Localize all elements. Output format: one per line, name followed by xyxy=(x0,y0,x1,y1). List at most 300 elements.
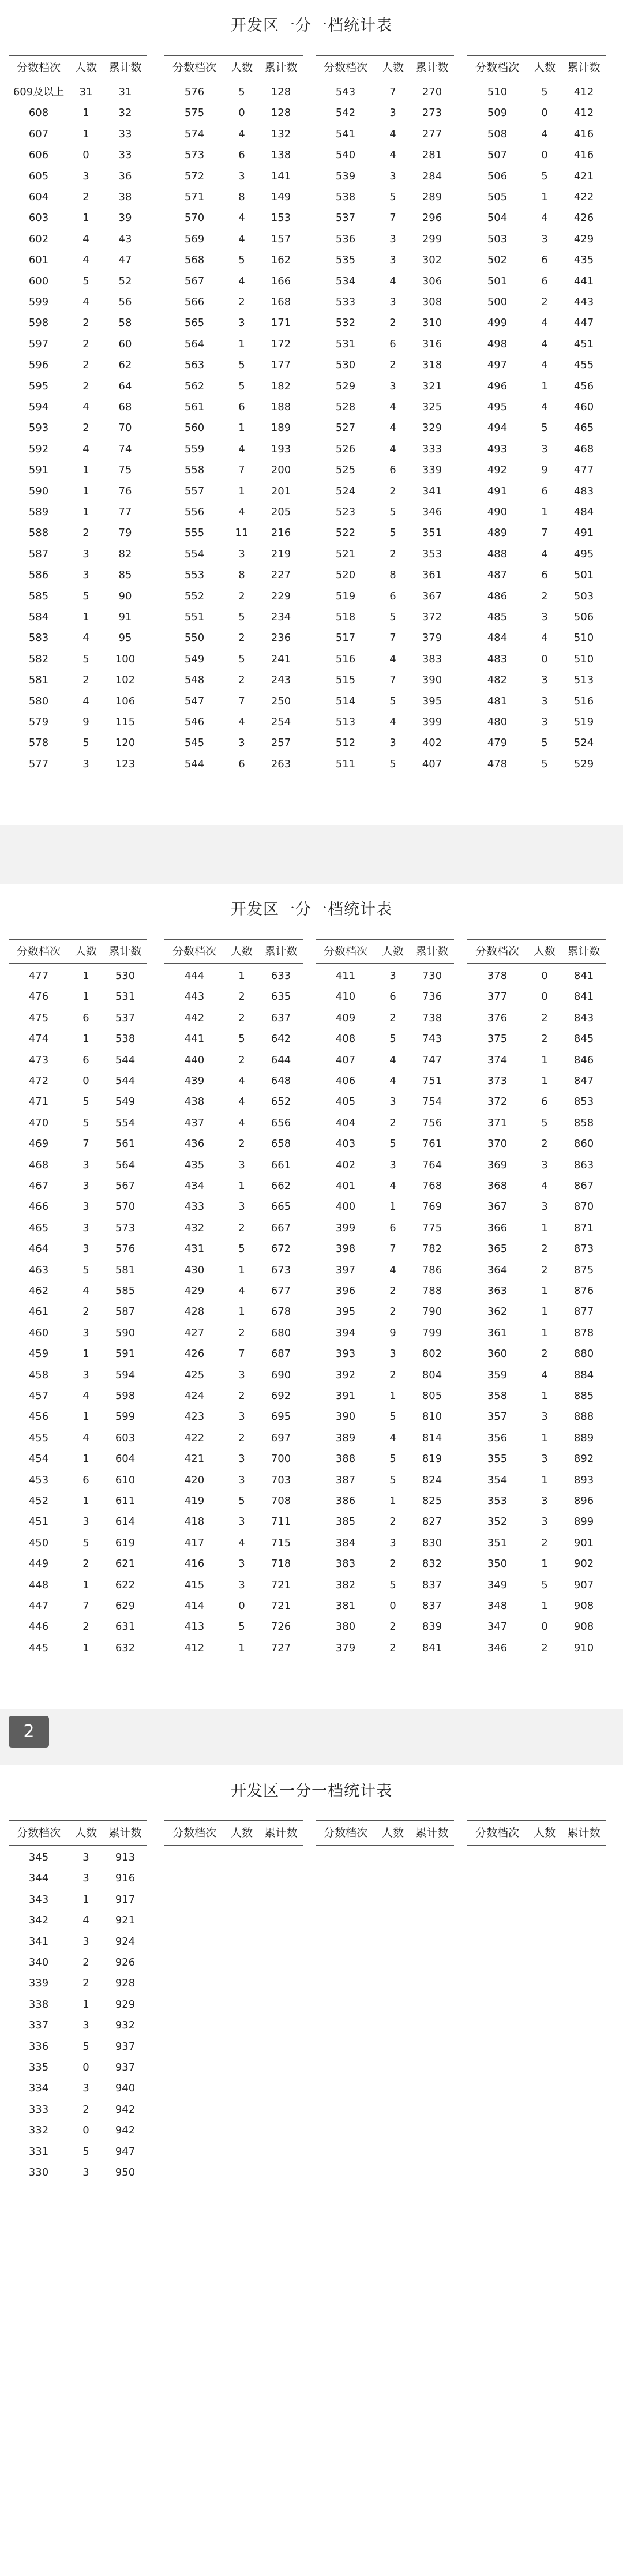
count-cell: 3 xyxy=(82,1935,89,1948)
count-cell: 4 xyxy=(82,1431,89,1444)
cumulative-cell: 33 xyxy=(118,149,132,162)
table-row xyxy=(467,670,606,691)
header-cumulative: 累计数 xyxy=(264,945,298,958)
header-cumulative: 累计数 xyxy=(264,1827,298,1839)
score-cell: 412 xyxy=(184,1641,205,1654)
cumulative-cell: 277 xyxy=(422,128,442,140)
cumulative-cell: 120 xyxy=(115,737,136,749)
table-row xyxy=(316,628,454,648)
table-row xyxy=(467,733,606,753)
score-cell: 358 xyxy=(487,1390,508,1402)
score-cell: 463 xyxy=(28,1263,49,1276)
cumulative-cell: 193 xyxy=(271,443,291,455)
score-cell: 395 xyxy=(335,1306,356,1318)
cumulative-cell: 52 xyxy=(118,275,132,287)
table-row xyxy=(316,1029,454,1049)
table-row xyxy=(9,712,147,733)
count-cell: 5 xyxy=(82,1096,89,1108)
score-cell: 448 xyxy=(28,1578,49,1591)
table-header xyxy=(9,1820,147,1846)
cumulative-cell: 416 xyxy=(573,149,594,162)
count-cell: 0 xyxy=(82,2061,89,2073)
count-cell: 2 xyxy=(541,590,548,602)
count-cell: 5 xyxy=(389,1473,396,1486)
header-count: 人数 xyxy=(381,1827,404,1839)
count-cell: 4 xyxy=(389,401,396,413)
cumulative-cell: 587 xyxy=(115,1306,136,1318)
count-cell: 7 xyxy=(82,1138,89,1150)
score-cell: 386 xyxy=(335,1495,356,1507)
score-cell: 540 xyxy=(335,149,356,162)
score-cell: 502 xyxy=(487,254,508,267)
cumulative-cell: 263 xyxy=(271,758,291,770)
table-row xyxy=(164,334,303,355)
count-cell: 5 xyxy=(541,170,548,182)
score-cell: 534 xyxy=(335,275,356,287)
score-cell: 400 xyxy=(335,1201,356,1213)
count-cell: 3 xyxy=(82,1201,89,1213)
table-row xyxy=(316,1218,454,1239)
cumulative-cell: 736 xyxy=(422,991,442,1003)
count-cell: 3 xyxy=(541,1411,548,1423)
count-cell: 3 xyxy=(389,1096,396,1108)
table-row xyxy=(316,376,454,397)
table-sheet xyxy=(0,884,623,1709)
score-cell: 521 xyxy=(335,548,356,560)
count-cell: 0 xyxy=(82,149,89,162)
score-cell: 389 xyxy=(335,1431,356,1444)
header-count: 人数 xyxy=(381,61,404,74)
count-cell: 5 xyxy=(82,2040,89,2053)
table-row xyxy=(9,1155,147,1176)
table-row xyxy=(467,439,606,460)
table-row xyxy=(9,1868,147,1889)
score-cell: 464 xyxy=(28,1243,49,1255)
table-row xyxy=(164,1617,303,1637)
score-cell: 587 xyxy=(28,548,49,560)
table-row xyxy=(9,334,147,355)
cumulative-cell: 402 xyxy=(422,737,442,749)
count-cell: 2 xyxy=(389,1558,396,1570)
count-cell: 3 xyxy=(541,1495,548,1507)
score-cell: 516 xyxy=(335,653,356,665)
cumulative-cell: 281 xyxy=(422,149,442,162)
header-count: 人数 xyxy=(74,1827,97,1839)
score-cell: 454 xyxy=(28,1453,49,1465)
score-cell: 553 xyxy=(184,569,205,582)
cumulative-cell: 837 xyxy=(422,1600,442,1612)
count-cell: 3 xyxy=(238,1158,245,1171)
header-cumulative: 累计数 xyxy=(108,61,142,74)
table-row xyxy=(316,439,454,460)
table-row xyxy=(316,1008,454,1029)
cumulative-cell: 201 xyxy=(271,485,291,497)
table-row xyxy=(467,1092,606,1112)
count-cell: 7 xyxy=(389,1243,396,1255)
cumulative-cell: 128 xyxy=(271,86,291,98)
score-cell: 586 xyxy=(28,569,49,582)
count-cell: 1 xyxy=(541,1053,548,1066)
score-cell: 352 xyxy=(487,1516,508,1528)
header-score: 分数档次 xyxy=(475,1827,519,1839)
score-cell: 382 xyxy=(335,1578,356,1591)
count-cell: 1 xyxy=(389,1390,396,1402)
score-cell: 524 xyxy=(335,485,356,497)
count-cell: 0 xyxy=(541,653,548,665)
count-cell: 4 xyxy=(82,233,89,245)
table-header xyxy=(164,1820,303,1846)
cumulative-cell: 790 xyxy=(422,1306,442,1318)
score-cell: 570 xyxy=(184,212,205,224)
table-row xyxy=(316,1344,454,1364)
cumulative-cell: 177 xyxy=(271,359,291,372)
count-cell: 2 xyxy=(82,1558,89,1570)
count-cell: 2 xyxy=(541,1033,548,1045)
count-cell: 4 xyxy=(389,1431,396,1444)
count-cell: 2 xyxy=(389,548,396,560)
score-cell: 469 xyxy=(28,1138,49,1150)
cumulative-cell: 870 xyxy=(573,1201,594,1213)
table-row xyxy=(9,754,147,775)
table-row xyxy=(9,460,147,481)
cumulative-cell: 764 xyxy=(422,1158,442,1171)
table-row xyxy=(467,124,606,145)
score-cell: 391 xyxy=(335,1390,356,1402)
sheet-title: 开发区一分一档统计表 xyxy=(231,1782,392,1800)
count-cell: 1 xyxy=(541,191,548,203)
table-row xyxy=(316,1575,454,1596)
count-cell: 3 xyxy=(389,170,396,182)
cumulative-cell: 171 xyxy=(271,317,291,329)
score-cell: 368 xyxy=(487,1180,508,1192)
score-cell: 419 xyxy=(184,1495,205,1507)
count-cell: 2 xyxy=(238,1431,245,1444)
count-cell: 1 xyxy=(82,212,89,224)
score-cell: 549 xyxy=(184,653,205,665)
table-row xyxy=(316,523,454,543)
cumulative-cell: 656 xyxy=(271,1116,291,1129)
table-row xyxy=(316,607,454,628)
cumulative-cell: 141 xyxy=(271,170,291,182)
score-cell: 490 xyxy=(487,506,508,518)
score-cell: 593 xyxy=(28,422,49,434)
table-row xyxy=(467,481,606,502)
score-cell: 413 xyxy=(184,1621,205,1633)
table-row xyxy=(316,1428,454,1449)
score-cell: 526 xyxy=(335,443,356,455)
table-row xyxy=(164,1092,303,1112)
cumulative-cell: 90 xyxy=(118,590,132,602)
table-row xyxy=(164,1470,303,1491)
count-cell: 1 xyxy=(82,506,89,518)
table-row xyxy=(164,313,303,333)
count-cell: 2 xyxy=(389,1516,396,1528)
count-cell: 0 xyxy=(82,1075,89,1087)
cumulative-cell: 942 xyxy=(115,2103,136,2116)
score-cell: 581 xyxy=(28,674,49,687)
table-row xyxy=(9,1847,147,1868)
table-row xyxy=(9,166,147,187)
score-cell: 443 xyxy=(184,991,205,1003)
cumulative-cell: 465 xyxy=(573,422,594,434)
score-cell: 487 xyxy=(487,569,508,582)
count-cell: 0 xyxy=(541,970,548,982)
score-cell: 396 xyxy=(335,1285,356,1297)
cumulative-cell: 680 xyxy=(271,1326,291,1339)
table-row xyxy=(164,502,303,523)
count-cell: 1 xyxy=(541,1075,548,1087)
count-cell: 1 xyxy=(82,1411,89,1423)
page-separator xyxy=(0,1707,623,1765)
header-score: 分数档次 xyxy=(475,61,519,74)
header-count: 人数 xyxy=(533,61,556,74)
count-cell: 2 xyxy=(238,296,245,308)
table-row xyxy=(316,1281,454,1302)
table-row xyxy=(467,1491,606,1512)
cumulative-cell: 896 xyxy=(573,1495,594,1507)
count-cell: 2 xyxy=(82,1306,89,1318)
score-cell: 539 xyxy=(335,170,356,182)
cumulative-cell: 889 xyxy=(573,1431,594,1444)
score-cell: 569 xyxy=(184,233,205,245)
score-cell: 333 xyxy=(28,2103,49,2116)
count-cell: 2 xyxy=(389,1641,396,1654)
score-cell: 414 xyxy=(184,1600,205,1612)
score-cell: 576 xyxy=(184,86,205,98)
count-cell: 1 xyxy=(82,1893,89,1906)
count-cell: 3 xyxy=(82,758,89,770)
table-header xyxy=(9,939,147,964)
table-row xyxy=(9,271,147,292)
score-cell: 537 xyxy=(335,212,356,224)
table-row xyxy=(316,1554,454,1574)
table-row xyxy=(316,1449,454,1469)
count-cell: 1 xyxy=(541,1431,548,1444)
count-cell: 2 xyxy=(82,1956,89,1968)
score-cell: 340 xyxy=(28,1956,49,1968)
score-cell: 457 xyxy=(28,1390,49,1402)
table-row xyxy=(9,250,147,271)
score-cell: 372 xyxy=(487,1096,508,1108)
table-row xyxy=(467,754,606,775)
count-cell: 4 xyxy=(541,1180,548,1192)
count-cell: 4 xyxy=(82,443,89,455)
cumulative-cell: 189 xyxy=(271,422,291,434)
cumulative-cell: 677 xyxy=(271,1285,291,1297)
score-cell: 608 xyxy=(28,107,49,119)
table-row xyxy=(9,649,147,670)
table-row xyxy=(9,1029,147,1049)
score-cell: 393 xyxy=(335,1348,356,1360)
table-row xyxy=(164,418,303,438)
cumulative-cell: 841 xyxy=(573,991,594,1003)
count-cell: 4 xyxy=(541,338,548,350)
table-row xyxy=(316,649,454,670)
cumulative-cell: 31 xyxy=(118,86,132,98)
score-cell: 532 xyxy=(335,317,356,329)
count-cell: 2 xyxy=(82,1977,89,1990)
count-cell: 2 xyxy=(389,1285,396,1297)
count-cell: 1 xyxy=(541,1221,548,1234)
table-row xyxy=(316,691,454,712)
score-cell: 433 xyxy=(184,1201,205,1213)
count-cell: 1 xyxy=(541,1600,548,1612)
count-cell: 4 xyxy=(238,233,245,245)
cumulative-cell: 47 xyxy=(118,254,132,267)
count-cell: 1 xyxy=(541,506,548,518)
cumulative-cell: 346 xyxy=(422,506,442,518)
score-cell: 484 xyxy=(487,632,508,644)
table-columns xyxy=(9,1820,614,2178)
table-row xyxy=(164,292,303,313)
score-cell: 533 xyxy=(335,296,356,308)
count-cell: 3 xyxy=(389,970,396,982)
cumulative-cell: 819 xyxy=(422,1453,442,1465)
cumulative-cell: 372 xyxy=(422,611,442,623)
score-cell: 437 xyxy=(184,1116,205,1129)
table-header xyxy=(467,939,606,964)
table-row xyxy=(316,670,454,691)
table-row xyxy=(9,481,147,502)
table-row xyxy=(9,544,147,565)
cumulative-cell: 506 xyxy=(573,611,594,623)
table-row xyxy=(467,166,606,187)
table-row xyxy=(164,208,303,228)
score-cell: 602 xyxy=(28,233,49,245)
cumulative-cell: 631 xyxy=(115,1621,136,1633)
count-cell: 3 xyxy=(82,569,89,582)
sheet-title: 开发区一分一档统计表 xyxy=(231,17,392,35)
score-cell: 470 xyxy=(28,1116,49,1129)
table-header xyxy=(9,55,147,80)
score-cell: 596 xyxy=(28,359,49,372)
cumulative-cell: 188 xyxy=(271,401,291,413)
score-cell: 409 xyxy=(335,1011,356,1024)
table-row xyxy=(467,1470,606,1491)
cumulative-cell: 441 xyxy=(573,275,594,287)
table-row xyxy=(467,1071,606,1092)
cumulative-cell: 841 xyxy=(573,970,594,982)
table-row xyxy=(9,1218,147,1239)
count-cell: 7 xyxy=(238,695,245,707)
count-cell: 1 xyxy=(82,1033,89,1045)
score-cell: 530 xyxy=(335,359,356,372)
score-cell: 503 xyxy=(487,233,508,245)
header-score: 分数档次 xyxy=(16,945,61,958)
cumulative-cell: 858 xyxy=(573,1116,594,1129)
cumulative-cell: 877 xyxy=(573,1306,594,1318)
table-row xyxy=(467,1050,606,1071)
cumulative-cell: 544 xyxy=(115,1075,136,1087)
count-cell: 2 xyxy=(82,527,89,539)
table-row xyxy=(164,733,303,753)
table-row xyxy=(9,397,147,418)
table-row xyxy=(9,733,147,753)
table-row xyxy=(164,439,303,460)
cumulative-cell: 929 xyxy=(115,1998,136,2011)
cumulative-cell: 102 xyxy=(115,674,136,687)
cumulative-cell: 60 xyxy=(118,338,132,350)
score-cell: 447 xyxy=(28,1600,49,1612)
score-cell: 337 xyxy=(28,2019,49,2032)
table-row xyxy=(164,691,303,712)
score-cell: 493 xyxy=(487,443,508,455)
cumulative-cell: 667 xyxy=(271,1221,291,1234)
cumulative-cell: 839 xyxy=(422,1621,442,1633)
score-cell: 545 xyxy=(184,737,205,749)
cumulative-cell: 782 xyxy=(422,1243,442,1255)
table-row xyxy=(316,103,454,123)
table-row xyxy=(9,1260,147,1281)
count-cell: 3 xyxy=(82,1872,89,1885)
score-cell: 334 xyxy=(28,2082,49,2095)
count-cell: 3 xyxy=(541,695,548,707)
score-cell: 356 xyxy=(487,1431,508,1444)
count-cell: 3 xyxy=(389,1348,396,1360)
count-cell: 2 xyxy=(238,1011,245,1024)
score-cell: 436 xyxy=(184,1138,205,1150)
score-cell: 416 xyxy=(184,1558,205,1570)
cumulative-cell: 477 xyxy=(573,464,594,477)
table-row xyxy=(164,1554,303,1574)
cumulative-cell: 873 xyxy=(573,1243,594,1255)
count-cell: 3 xyxy=(238,1201,245,1213)
score-cell: 468 xyxy=(28,1158,49,1171)
table-row xyxy=(9,1910,147,1931)
cumulative-cell: 687 xyxy=(271,1348,291,1360)
table-row xyxy=(9,1008,147,1029)
score-cell: 394 xyxy=(335,1326,356,1339)
count-cell: 5 xyxy=(389,506,396,518)
score-cell: 580 xyxy=(28,695,49,707)
table-row xyxy=(9,1994,147,2015)
count-cell: 7 xyxy=(389,632,396,644)
count-cell: 0 xyxy=(238,107,245,119)
cumulative-cell: 738 xyxy=(422,1011,442,1024)
score-cell: 467 xyxy=(28,1180,49,1192)
score-cell: 585 xyxy=(28,590,49,602)
count-cell: 7 xyxy=(238,1348,245,1360)
score-cell: 331 xyxy=(28,2145,49,2158)
score-cell: 366 xyxy=(487,1221,508,1234)
score-cell: 466 xyxy=(28,1201,49,1213)
table-row xyxy=(316,397,454,418)
score-cell: 575 xyxy=(184,107,205,119)
count-cell: 1 xyxy=(541,1285,548,1297)
header-count: 人数 xyxy=(230,1827,253,1839)
table-row xyxy=(164,754,303,775)
count-cell: 6 xyxy=(389,464,396,477)
count-cell: 3 xyxy=(541,1453,548,1465)
cumulative-cell: 501 xyxy=(573,569,594,582)
table-row xyxy=(316,966,454,987)
cumulative-cell: 399 xyxy=(422,716,442,728)
score-cell: 522 xyxy=(335,527,356,539)
cumulative-cell: 635 xyxy=(271,991,291,1003)
count-cell: 2 xyxy=(389,359,396,372)
count-cell: 3 xyxy=(238,737,245,749)
score-cell: 407 xyxy=(335,1053,356,1066)
table-row xyxy=(467,502,606,523)
cumulative-cell: 853 xyxy=(573,1096,594,1108)
count-cell: 6 xyxy=(541,275,548,287)
cumulative-cell: 567 xyxy=(115,1180,136,1192)
score-cell: 573 xyxy=(184,149,205,162)
count-cell: 4 xyxy=(238,128,245,140)
cumulative-cell: 70 xyxy=(118,422,132,434)
count-cell: 0 xyxy=(238,1600,245,1612)
count-cell: 4 xyxy=(389,128,396,140)
